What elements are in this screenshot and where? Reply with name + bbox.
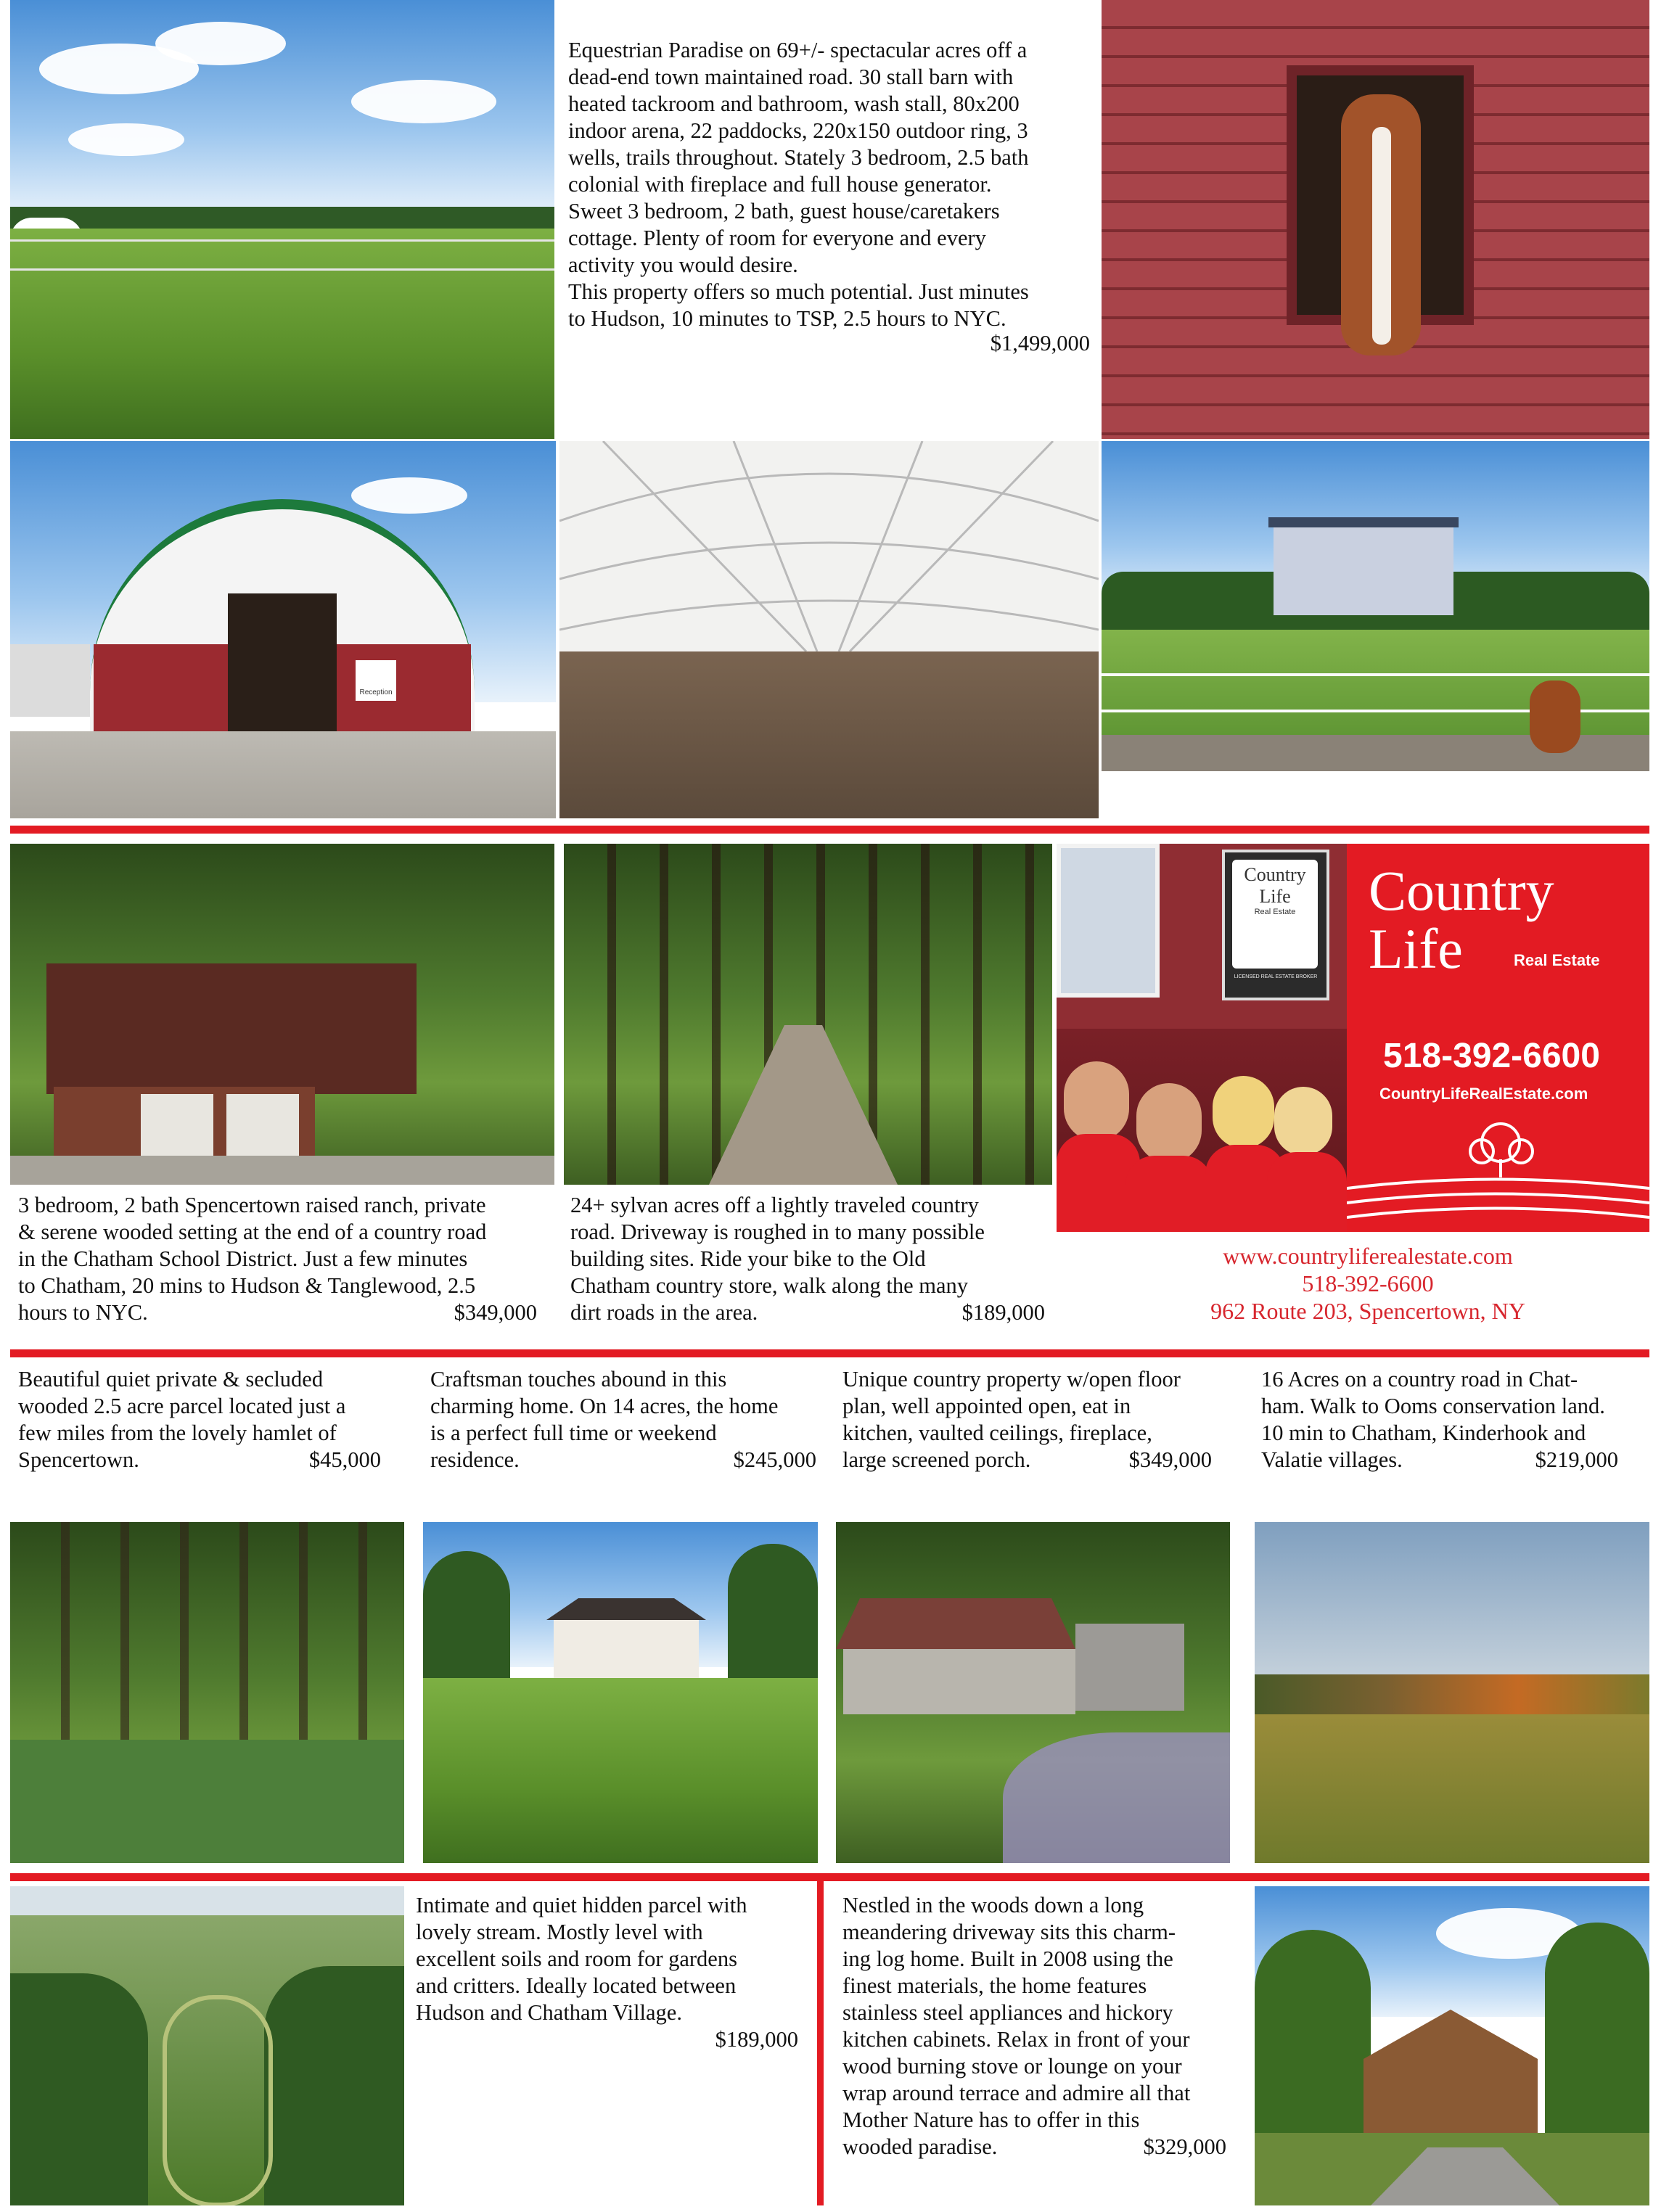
listing-chatham-16-description: 16 Acres on a country road in Chat- ham. Walk to Ooms conservation land. 10 min to Chatham, Kinderhook and Valatie villages. (1261, 1367, 1605, 1472)
photo-horse-stall (1102, 0, 1649, 439)
listing-open-floor-description: Unique country property w/open floor plan, well appointed open, eat in kitchen, vaulted ceilings, fireplace, large screened porch. (842, 1367, 1181, 1472)
divider-red-2 (10, 1349, 1649, 1357)
sign-text-line1: Country (1244, 864, 1306, 885)
brand-panel (1347, 844, 1649, 1232)
photo-raised-ranch (10, 844, 554, 1185)
sign-text-line2: Life (1259, 886, 1291, 907)
photo-wooded-lot (10, 1522, 404, 1863)
photo-log-home (1255, 1886, 1649, 2205)
photo-farm-landscape (10, 0, 554, 439)
photo-craftsman-home (423, 1522, 818, 1863)
photo-open-floor-home (836, 1522, 1230, 1863)
listing-chatham-16-price: $219,000 (1535, 1447, 1618, 1472)
divider-red-vertical (817, 1881, 824, 2205)
listing-log-home-description: Nestled in the woods down a long meandering driveway sits this charm- ing log home. Built in 2008 using the finest materials, the home features stainless steel appliances and hickory kitchen cabinets. Relax in front of your wood burning stove or lounge on your wrap around terrace and admire all that Mother Nature has to offer in this wooded paradise. (842, 1893, 1191, 2159)
listing-sylvan-acres-price: $189,000 (961, 1300, 1045, 1325)
office-sign (1222, 850, 1329, 1000)
listing-hidden-parcel-description: Intimate and quiet hidden parcel with lovely stream. Mostly level with excellent soils and room for gardens and critters. Ideally located between Hudson and Chatham Village. (416, 1893, 747, 2025)
photo-indoor-arena (559, 441, 1099, 818)
brand-name-sub: Real Estate (1514, 951, 1600, 969)
photo-colonial-house (1102, 441, 1649, 771)
listing-spencertown-ranch-price: $349,000 (454, 1300, 537, 1325)
photo-wooded-driveway (564, 844, 1052, 1185)
contact-phone[interactable]: 518-392-6600 (1302, 1270, 1434, 1296)
brand-website: CountryLifeRealEstate.com (1379, 1085, 1588, 1103)
listing-hidden-parcel-price: $189,000 (715, 2027, 798, 2052)
listing-open-floor-price: $349,000 (1128, 1447, 1212, 1472)
divider-red-1 (10, 826, 1649, 834)
sign-footer: LICENSED REAL ESTATE BROKER (1234, 974, 1318, 979)
listing-craftsman-description: Craftsman touches abound in this charming home. On 14 acres, the home is a perfect full time or weekend residence. (430, 1367, 779, 1472)
tree-logo-icon (1347, 1119, 1649, 1232)
brand-name-line2: Life (1369, 917, 1463, 980)
listing-sylvan-acres-description: 24+ sylvan acres off a lightly traveled country road. Driveway is roughed in to many possible building sites. Ride your bike to the Old Chatham country store, walk along the many dirt roads in the area. (570, 1193, 985, 1325)
contact-url[interactable]: www.countryliferealestate.com (1223, 1243, 1513, 1269)
listing-spencertown-ranch-description: 3 bedroom, 2 bath Spencertown raised ranch, private & serene wooded setting at the end of a country road in the Chatham School District. Just a few minutes to Chatham, 20 mins to Hudson & Tanglewood, 2.5 hours to NYC. (18, 1193, 487, 1325)
listing-equestrian-description: Equestrian Paradise on 69+/- spectacular acres off a dead-end town maintained road. 30 stall barn with heated tackroom and bathroom, wash stall, 80x200 indoor arena, 22 paddocks, 220x150 outdoor ring, 3 wells, trails throughout. Stately 3 bedroom, 2.5 bath colonial with fireplace and full house generator. Sweet 3 bedroom, 2 bath, guest house/caretakers cottage. Plenty of room for everyone and every activity you would desire. This property offers so much potential. Just minutes to Hudson, 10 minutes to TSP, 2.5 hours to NYC. (568, 38, 1029, 331)
brand-phone: 518-392-6600 (1383, 1037, 1600, 1075)
photo-aerial-stream-parcel (10, 1886, 404, 2205)
photo-barn-arch (10, 441, 556, 818)
brand-name-line1: Country (1369, 859, 1554, 922)
contact-address: 962 Route 203, Spencertown, NY (1210, 1298, 1525, 1324)
divider-red-3 (10, 1873, 1649, 1881)
listing-craftsman-price: $245,000 (733, 1447, 816, 1472)
sign-text-sub: Real Estate (1254, 908, 1296, 916)
office-sign-logo (1232, 860, 1318, 969)
photo-autumn-field (1255, 1522, 1649, 1863)
barn-sign-reception: Reception (356, 660, 396, 701)
listing-wooded-parcel-description: Beautiful quiet private & secluded wooded 2.5 acre parcel located just a few miles from the lovely hamlet of Spencertown. (18, 1367, 346, 1472)
listing-wooded-parcel-price: $45,000 (308, 1447, 381, 1472)
photo-agent-team (1057, 844, 1347, 1232)
listing-log-home-price: $329,000 (1143, 2134, 1226, 2159)
listing-equestrian-price: $1,499,000 (990, 331, 1090, 355)
